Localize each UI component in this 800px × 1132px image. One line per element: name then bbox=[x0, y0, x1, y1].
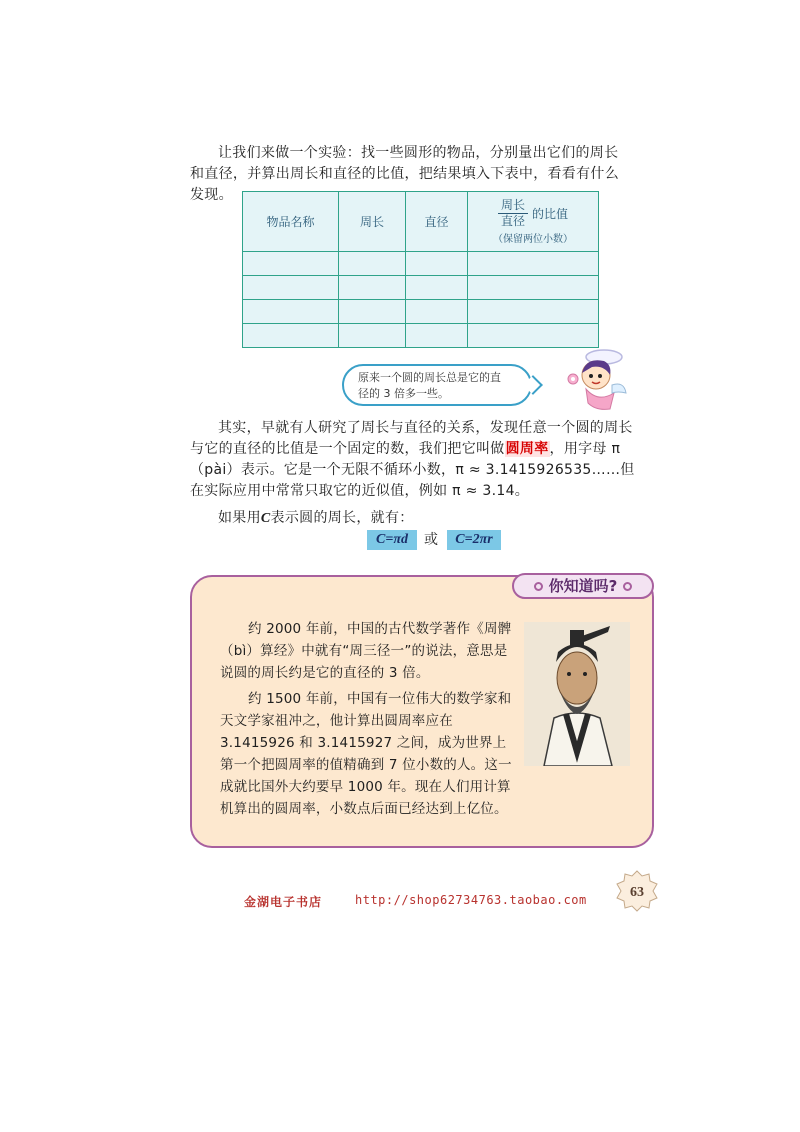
explanation-paragraph bbox=[190, 418, 640, 502]
experiment-table bbox=[242, 191, 598, 343]
page-number-badge bbox=[616, 870, 658, 912]
table-cell[interactable] bbox=[243, 276, 339, 300]
table-cell[interactable] bbox=[468, 276, 599, 300]
header-circumference: 周长 bbox=[339, 192, 406, 252]
table-row bbox=[243, 252, 599, 276]
dot-icon bbox=[623, 582, 632, 591]
formula-diameter: C=πd bbox=[367, 530, 417, 550]
table-cell[interactable] bbox=[468, 252, 599, 276]
table-cell[interactable] bbox=[243, 300, 339, 324]
table-cell[interactable] bbox=[339, 300, 406, 324]
table-cell[interactable] bbox=[406, 276, 468, 300]
did-you-know-tab bbox=[512, 573, 654, 599]
intro-paragraph: 让我们来做一个实验：找一些圆形的物品，分别量出它们的周长和直径，并算出周长和直径的比值，把结果填入下表中，看看有什么发现。 bbox=[190, 145, 619, 203]
table-cell[interactable] bbox=[406, 324, 468, 348]
header-diameter: 直径 bbox=[406, 192, 468, 252]
table-cell[interactable] bbox=[339, 276, 406, 300]
speech-bubble bbox=[342, 364, 532, 406]
table-cell[interactable] bbox=[339, 252, 406, 276]
explanation-text: 其实，早就有人研究了周长与直径的关系，发现任意一个圆的周长与它的直径的比值是一个固定的数，我们把它叫做 bbox=[190, 420, 633, 457]
formula-radius: C=2πr bbox=[447, 530, 501, 550]
fairy-character-icon bbox=[560, 345, 630, 415]
variable-c: C bbox=[260, 511, 271, 526]
ratio-denominator: 直径 bbox=[500, 214, 525, 228]
page-number: 63 bbox=[630, 885, 644, 900]
ratio-label: 的比值 bbox=[532, 207, 569, 221]
formula-intro-text: 表示圆的周长，就有： bbox=[270, 510, 414, 526]
formula-or: 或 bbox=[424, 532, 438, 548]
footer-url[interactable]: http://shop62734763.taobao.com bbox=[355, 893, 587, 907]
table-row bbox=[243, 300, 599, 324]
table-cell[interactable] bbox=[468, 300, 599, 324]
explanation-text: ，用字母 π（pài）表示。它是一个无限不循环小数，π ≈ 3.1415926535……但在实际应用中常常只取它的近似值，例如 π ≈ 3.14。 bbox=[190, 441, 635, 499]
table-cell[interactable] bbox=[339, 324, 406, 348]
did-you-know-paragraph-1: 约 2000 年前，中国的古代数学著作《周髀（bì）算经》中就有“周三径一”的说法，意思是说圆的周长约是它的直径的 3 倍。 bbox=[220, 621, 512, 681]
formula-intro-text: 如果用 bbox=[218, 510, 261, 526]
table-row bbox=[243, 324, 599, 348]
table-cell[interactable] bbox=[243, 252, 339, 276]
did-you-know-title: 你知道吗? bbox=[548, 577, 618, 595]
bubble-line: 原来一个圆的周长总是它的直 bbox=[358, 371, 501, 384]
table-cell[interactable] bbox=[468, 324, 599, 348]
ratio-note: （保留两位小数） bbox=[493, 234, 573, 245]
header-item-name: 物品名称 bbox=[243, 192, 339, 252]
table-cell[interactable] bbox=[406, 300, 468, 324]
bubble-line: 径的 3 倍多一些。 bbox=[358, 387, 449, 400]
pi-term-highlight: 圆周率 bbox=[505, 441, 549, 457]
did-you-know-paragraph-2: 约 1500 年前，中国有一位伟大的数学家和天文学家祖冲之，他计算出圆周率应在 3.1415926 和 3.1415927 之间，成为世界上第一个把圆周率的值精确到 7 位小数的人。这一成就比国外大约要早 1000 年。现在人们用计算机算出的圆周率，小数点后面已经达到上亿位。 bbox=[220, 691, 512, 817]
footer-shop-name: 金湖电子书店 bbox=[244, 895, 323, 909]
header-ratio bbox=[468, 192, 599, 252]
zu-chongzhi-portrait bbox=[524, 622, 630, 766]
dot-icon bbox=[534, 582, 543, 591]
table-row bbox=[243, 276, 599, 300]
ratio-numerator: 周长 bbox=[498, 198, 528, 214]
ratio-fraction bbox=[498, 198, 528, 229]
table-header-row bbox=[243, 192, 599, 252]
table-cell[interactable] bbox=[243, 324, 339, 348]
formula-intro bbox=[190, 508, 630, 529]
table-cell[interactable] bbox=[406, 252, 468, 276]
